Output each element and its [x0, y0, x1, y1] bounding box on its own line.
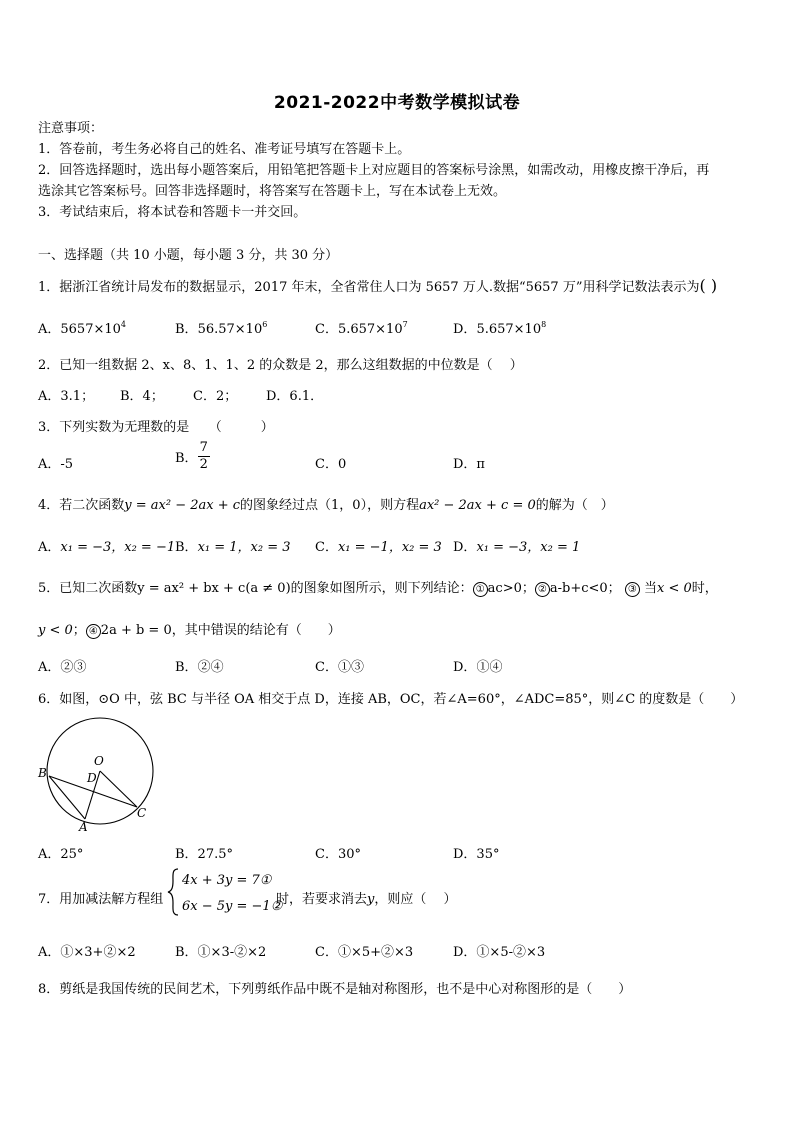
- stem-text: 时，: [691, 581, 718, 596]
- option-value: 56.57×10: [197, 322, 263, 337]
- stem-text: ，其中错误的结论有（ ）: [171, 623, 341, 638]
- q7-option-c: C．①×5+②×3: [315, 945, 414, 960]
- option-value: 5.657×10: [337, 322, 403, 337]
- math-condition: 2a + b = 0: [100, 623, 172, 638]
- q4-option-a: [38, 536, 175, 555]
- q6-option-b: B．27.5°: [175, 847, 233, 862]
- option-value: 5.657×10: [476, 322, 542, 337]
- system-brace: [166, 867, 180, 917]
- option-value: x₁ = 1，x₂ = 3: [197, 540, 291, 555]
- option-label: C．: [315, 322, 338, 337]
- fraction-numerator: 7: [199, 440, 208, 455]
- option-value: x₁ = −1，x₂ = 3: [337, 540, 442, 555]
- stem-text: ，则应（ ）: [374, 892, 457, 907]
- circled-number: ④: [86, 624, 101, 639]
- math-function: y = ax² + bx + c(a ≠ 0): [137, 581, 291, 596]
- question-1-paren: ( ): [699, 276, 718, 295]
- question-7-stem-post: [276, 888, 457, 907]
- brace-icon: [166, 867, 180, 917]
- q6-option-c: C．30°: [315, 847, 361, 862]
- option-label: D．: [453, 540, 477, 555]
- math-variable: y: [367, 892, 375, 907]
- q7-option-b: B．①×3-②×2: [175, 945, 267, 960]
- notice-item-2: 2．回答选择题时，选出每小题答案后，用铅笔把答题卡上对应题目的答案标号涂黑，如需改动，用橡皮擦干净后，再: [38, 163, 710, 178]
- fraction: [198, 440, 210, 473]
- q5-option-b: [175, 656, 224, 675]
- stem-text: 5．已知二次函数: [38, 581, 138, 596]
- stem-text: 当: [643, 581, 657, 596]
- stem-text: ；: [72, 623, 86, 638]
- question-5-stem-line2: [38, 619, 341, 639]
- fraction-denominator: 2: [199, 457, 208, 472]
- question-1-stem: [38, 276, 717, 295]
- q2-option-a: A．3.1；: [38, 389, 95, 404]
- option-exponent: 7: [402, 320, 408, 329]
- q3-option-a: A．-5: [38, 457, 74, 472]
- option-label: D．: [453, 322, 477, 337]
- label-d: D: [87, 771, 97, 785]
- q2-option-d: D．6.1．: [266, 389, 324, 404]
- question-1-text: 1．据浙江省统计局发布的数据显示，2017 年末，全省常住人口为 5657 万人.数据“5657 万”用科学记数法表示为: [38, 280, 700, 295]
- q3-option-c: C．0: [315, 457, 347, 472]
- question-8-stem: 8．剪纸是我国传统的民间艺术，下列剪纸作品中既不是轴对称图形，也不是中心对称图形的是（ ）: [38, 982, 632, 997]
- option-exponent: 6: [262, 320, 268, 329]
- option-exponent: 8: [541, 320, 547, 329]
- q4-option-c: [315, 536, 442, 555]
- stem-text: 的解为（ ）: [535, 498, 614, 513]
- option-value: 5657×10: [60, 322, 121, 337]
- q3-option-b: [175, 440, 210, 473]
- option-label: C．: [315, 540, 338, 555]
- question-3-stem: 3．下列实数为无理数的是 （ ）: [38, 420, 274, 435]
- q1-option-a: [38, 318, 126, 337]
- stem-text: 的图象经过点（1，0），则方程: [240, 498, 420, 513]
- option-label: B．: [175, 540, 198, 555]
- option-label: A．: [38, 322, 61, 337]
- q1-option-b: [175, 318, 267, 337]
- stem-text: 时，若要求消去: [276, 892, 368, 907]
- option-value: ①③: [337, 660, 364, 675]
- q6-option-d: D．35°: [453, 847, 500, 862]
- equation-1: 4x + 3y = 7①: [182, 873, 272, 888]
- math-function: y = ax² − 2ax + c: [124, 498, 241, 513]
- q2-option-b: B．4；: [120, 389, 164, 404]
- circle-geometry-figure: [30, 710, 170, 835]
- option-value: x₁ = −3，x₂ = −1: [60, 540, 176, 555]
- notice-item-1: 1．答卷前，考生务必将自己的姓名、准考证号填写在答题卡上。: [38, 142, 411, 157]
- option-value: ②③: [60, 660, 87, 675]
- notice-heading: 注意事项：: [38, 121, 104, 136]
- question-7-stem-pre: 7．用加减法解方程组: [38, 892, 164, 907]
- exam-title: 2021-2022中考数学模拟试卷: [273, 93, 521, 113]
- circled-number: ③: [625, 582, 640, 597]
- radius-oc: [100, 771, 137, 807]
- q5-option-a: [38, 656, 86, 675]
- equation-2: 6x − 5y = −1②: [182, 899, 283, 914]
- option-value: x₁ = −3，x₂ = 1: [476, 540, 581, 555]
- q4-option-d: [453, 536, 580, 555]
- math-equation: ax² − 2ax + c = 0: [419, 498, 536, 513]
- q3-option-d: D．π: [453, 457, 485, 472]
- q6-option-a: A．25°: [38, 847, 84, 862]
- q7-option-a: A．①×3+②×2: [38, 945, 136, 960]
- stem-text: a-b+c<0；: [549, 581, 621, 596]
- option-label: B．: [175, 322, 198, 337]
- stem-text: 4．若二次函数: [38, 498, 125, 513]
- question-6-stem: 6．如图，⊙O 中，弦 BC 与半径 OA 相交于点 D，连接 AB，OC，若∠A=60°，∠ADC=85°，则∠C 的度数是（ ）: [38, 692, 744, 707]
- option-label: C．: [315, 660, 338, 675]
- question-5-stem: [38, 577, 718, 597]
- q1-option-c: [315, 318, 408, 337]
- option-label: B．: [175, 660, 198, 675]
- stem-text: ac>0；: [487, 581, 535, 596]
- label-b: B: [38, 766, 47, 780]
- q2-option-c: C．2；: [193, 389, 238, 404]
- question-2-stem: 2．已知一组数据 2、x、8、1、1、2 的众数是 2，那么这组数据的中位数是（ ）: [38, 358, 523, 373]
- option-value: ①④: [476, 660, 503, 675]
- notice-item-2-cont: 选涂其它答案标号。回答非选择题时，将答案写在答题卡上，写在本试卷上无效。: [38, 184, 507, 199]
- q4-option-b: [175, 536, 291, 555]
- option-value: ②④: [197, 660, 224, 675]
- option-label: A．: [38, 660, 61, 675]
- option-exponent: 4: [120, 320, 127, 329]
- label-o: O: [94, 754, 104, 768]
- label-c: C: [137, 806, 147, 820]
- option-label: D．: [453, 660, 477, 675]
- circled-number: ①: [473, 582, 488, 597]
- circled-number: ②: [535, 582, 550, 597]
- stem-text: 的图象如图所示，则下列结论：: [290, 581, 473, 596]
- option-label: B．: [175, 451, 198, 466]
- question-4-stem: [38, 494, 614, 513]
- q5-option-c: [315, 656, 364, 675]
- math-condition: x < 0: [656, 581, 692, 596]
- notice-item-3: 3．考试结束后，将本试卷和答题卡一并交回。: [38, 205, 307, 220]
- section-heading: 一、选择题（共 10 小题，每小题 3 分，共 30 分）: [38, 248, 339, 263]
- math-condition: y < 0: [38, 623, 73, 638]
- q7-option-d: D．①×5-②×3: [453, 945, 546, 960]
- q5-option-d: [453, 656, 502, 675]
- q1-option-d: [453, 318, 546, 337]
- option-label: A．: [38, 540, 61, 555]
- label-a: A: [79, 820, 88, 834]
